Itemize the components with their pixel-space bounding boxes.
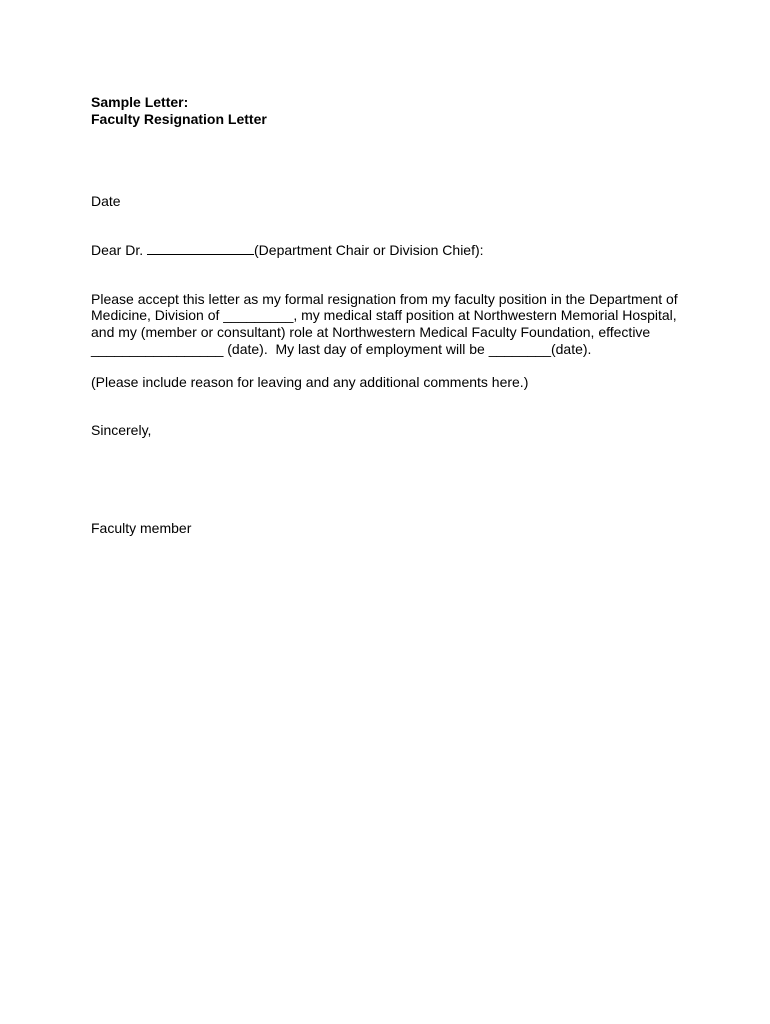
signature: Faculty member [91,520,192,536]
date-line: Date [91,193,121,209]
body-line-3: and my (member or consultant) role at Northwestern Medical Faculty Foundation, effective [91,324,651,340]
document-title-line2: Faculty Resignation Letter [91,111,267,127]
salutation [91,242,484,258]
salutation-blank [147,242,254,255]
salutation-prefix: Dear Dr. [91,242,144,258]
document-title-line1: Sample Letter: [91,94,189,110]
salutation-suffix: (Department Chair or Division Chief): [254,242,484,258]
reason-paragraph: (Please include reason for leaving and any additional comments here.) [91,374,529,390]
body-line-2: Medicine, Division of _________, my medical staff position at Northwestern Memorial Hospital, [91,307,677,323]
closing: Sincerely, [91,422,152,438]
body-line-4: _________________ (date). My last day of employment will be ________(date). [91,341,592,357]
body-line-1: Please accept this letter as my formal resignation from my faculty position in the Department of [91,291,678,307]
